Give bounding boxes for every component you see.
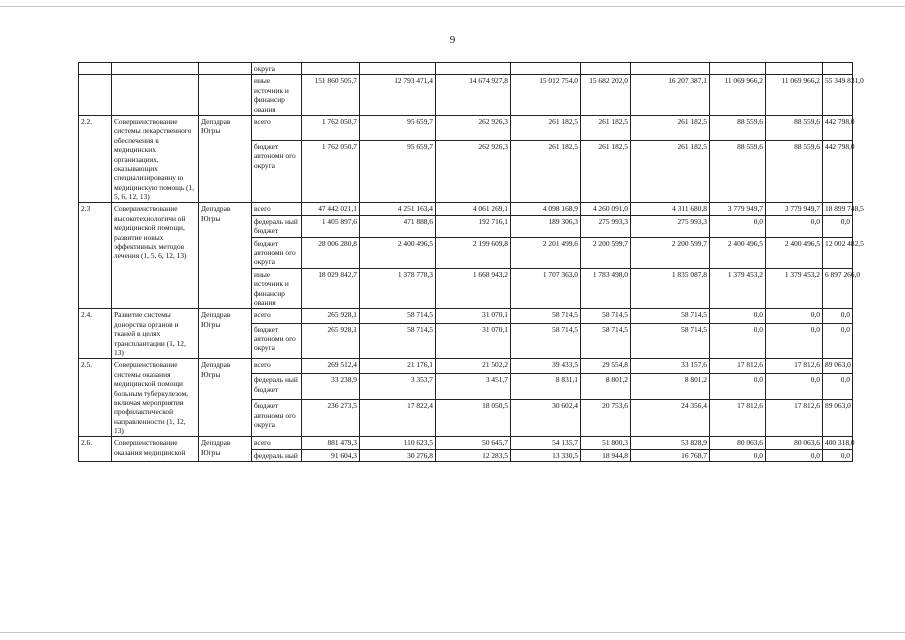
value-cell: 0,0 xyxy=(823,323,853,359)
cell-empty xyxy=(199,75,252,116)
value-cell: 17 822,4 xyxy=(360,400,436,437)
measure-name-cell: Совершенствование оказания медицинской xyxy=(112,437,199,462)
value-cell: 2 400 496,5 xyxy=(766,237,823,268)
value-cell: 95 659,7 xyxy=(360,115,436,140)
value-cell: 4 098 168,9 xyxy=(511,203,581,215)
source-cell: федераль ный xyxy=(252,449,302,461)
value-cell: 21 176,1 xyxy=(360,359,436,374)
measure-name-cell: Совершенствование системы лекарственного обеспечения в медицинских организациях, оказывающих специализированну ю медицинскую помощь (1, 5, 6, 12, 13) xyxy=(112,115,199,203)
value-cell: 8 801,2 xyxy=(581,374,631,400)
value-cell: 12 283,5 xyxy=(436,449,511,461)
value-cell: 0,0 xyxy=(710,323,766,359)
value-cell: 236 273,5 xyxy=(302,400,360,437)
source-cell: федераль ный бюджет xyxy=(252,374,302,400)
value-cell: 151 860 505,7 xyxy=(302,75,360,116)
source-cell: всего xyxy=(252,203,302,215)
value-cell: 20 753,6 xyxy=(581,400,631,437)
value-cell: 58 714,5 xyxy=(581,323,631,359)
executor-cell: Депздрав Югры xyxy=(199,437,252,462)
measure-name-cell: Развитие системы донорства органов и тканей в целях трансплантации (1, 12, 13) xyxy=(112,309,199,359)
value-cell: 442 798,0 xyxy=(823,115,853,140)
value-cell: 58 714,5 xyxy=(511,309,581,323)
value-cell: 29 554,8 xyxy=(581,359,631,374)
value-cell: 2 400 496,5 xyxy=(710,237,766,268)
value-cell: 88 559,6 xyxy=(766,115,823,140)
value-cell: 0,0 xyxy=(766,449,823,461)
value-cell: 0,0 xyxy=(823,309,853,323)
measure-name-cell: Совершенствование системы оказания медицинской помощи больным туберкулезом, включая мероприятия профилактической направленности (1, 12, 13) xyxy=(112,359,199,437)
value-cell: 13 330,5 xyxy=(511,449,581,461)
value-cell: 12 793 471,4 xyxy=(360,75,436,116)
value-cell: 1 835 087,8 xyxy=(631,268,710,309)
value-cell: 3 353,7 xyxy=(360,374,436,400)
value-cell: 4 251 163,4 xyxy=(360,203,436,215)
value-cell: 17 812,6 xyxy=(766,400,823,437)
value-cell: 4 260 091,0 xyxy=(581,203,631,215)
value-cell: 17 812,6 xyxy=(710,359,766,374)
value-cell: 58 714,5 xyxy=(631,309,710,323)
scan-edge-bottom xyxy=(0,632,905,633)
value-cell: 39 433,5 xyxy=(511,359,581,374)
value-cell: 33 157,6 xyxy=(631,359,710,374)
value-cell: 0,0 xyxy=(710,374,766,400)
value-cell: 58 714,5 xyxy=(360,323,436,359)
value-cell: 4 311 680,8 xyxy=(631,203,710,215)
value-cell: 2 400 496,5 xyxy=(360,237,436,268)
source-cell: всего xyxy=(252,437,302,449)
cell-empty xyxy=(199,63,252,75)
cell-empty xyxy=(766,63,823,75)
value-cell: 28 006 280,8 xyxy=(302,237,360,268)
table-row xyxy=(79,203,853,215)
value-cell: 265 928,1 xyxy=(302,323,360,359)
value-cell: 15 012 754,0 xyxy=(511,75,581,116)
value-cell: 0,0 xyxy=(766,323,823,359)
value-cell: 58 714,5 xyxy=(581,309,631,323)
value-cell: 17 812,6 xyxy=(766,359,823,374)
value-cell: 6 897 266,0 xyxy=(823,268,853,309)
value-cell: 50 645,7 xyxy=(436,437,511,449)
value-cell: 3 779 949,7 xyxy=(710,203,766,215)
value-cell: 1 783 498,0 xyxy=(581,268,631,309)
source-cell: бюджет автономн ого округа xyxy=(252,400,302,437)
value-cell: 262 926,3 xyxy=(436,140,511,203)
value-cell: 24 356,4 xyxy=(631,400,710,437)
value-cell: 192 716,1 xyxy=(436,215,511,237)
value-cell: 14 674 927,8 xyxy=(436,75,511,116)
value-cell: 3 779 949,7 xyxy=(766,203,823,215)
value-cell: 11 069 966,2 xyxy=(710,75,766,116)
value-cell: 51 800,3 xyxy=(581,437,631,449)
value-cell: 89 063,0 xyxy=(823,400,853,437)
value-cell: 18 050,5 xyxy=(436,400,511,437)
value-cell: 30 602,4 xyxy=(511,400,581,437)
table-row xyxy=(79,359,853,374)
value-cell: 17 812,6 xyxy=(710,400,766,437)
cell-empty xyxy=(631,63,710,75)
value-cell: 54 135,7 xyxy=(511,437,581,449)
value-cell: 55 349 831,0 xyxy=(823,75,853,116)
source-cell: всего xyxy=(252,309,302,323)
value-cell: 58 714,5 xyxy=(511,323,581,359)
value-cell: 1 379 453,2 xyxy=(766,268,823,309)
value-cell: 261 182,5 xyxy=(631,115,710,140)
value-cell: 12 002 482,5 xyxy=(823,237,853,268)
value-cell: 471 888,6 xyxy=(360,215,436,237)
value-cell: 1 707 363,0 xyxy=(511,268,581,309)
value-cell: 16 207 387,1 xyxy=(631,75,710,116)
value-cell: 2 200 599,7 xyxy=(581,237,631,268)
cell-empty xyxy=(79,63,112,75)
value-cell: 58 714,5 xyxy=(360,309,436,323)
value-cell: 261 182,5 xyxy=(581,115,631,140)
value-cell: 0,0 xyxy=(766,215,823,237)
value-cell: 0,0 xyxy=(710,215,766,237)
value-cell: 1 668 943,2 xyxy=(436,268,511,309)
value-cell: 0,0 xyxy=(823,449,853,461)
value-cell: 89 063,0 xyxy=(823,359,853,374)
value-cell: 261 182,5 xyxy=(511,140,581,203)
cell-empty xyxy=(710,63,766,75)
value-cell: 53 828,9 xyxy=(631,437,710,449)
executor-cell: Депздрав Югры xyxy=(199,203,252,309)
cell-empty xyxy=(112,75,199,116)
value-cell: 91 604,3 xyxy=(302,449,360,461)
value-cell: 0,0 xyxy=(823,374,853,400)
value-cell: 33 238,9 xyxy=(302,374,360,400)
value-cell: 1 379 453,2 xyxy=(710,268,766,309)
value-cell: 18 899 748,5 xyxy=(823,203,853,215)
value-cell: 8 831,1 xyxy=(511,374,581,400)
table-row xyxy=(79,309,853,323)
budget-table xyxy=(78,62,864,462)
value-cell: 80 063,6 xyxy=(766,437,823,449)
cell-empty xyxy=(360,63,436,75)
value-cell: 2 199 609,8 xyxy=(436,237,511,268)
source-cell: бюджет автономн ого округа xyxy=(252,323,302,359)
cell-empty xyxy=(511,63,581,75)
value-cell: 15 682 202,0 xyxy=(581,75,631,116)
value-cell: 261 182,5 xyxy=(631,140,710,203)
value-cell: 80 063,6 xyxy=(710,437,766,449)
value-cell: 3 451,7 xyxy=(436,374,511,400)
item-number-cell: 2.4. xyxy=(79,309,112,359)
source-cell: бюджет автономн ого округа xyxy=(252,140,302,203)
value-cell: 88 559,6 xyxy=(710,140,766,203)
source-cell: округа xyxy=(252,63,302,75)
value-cell: 18 944,8 xyxy=(581,449,631,461)
value-cell: 1 378 778,3 xyxy=(360,268,436,309)
value-cell: 275 993,3 xyxy=(631,215,710,237)
value-cell: 11 069 966,2 xyxy=(766,75,823,116)
value-cell: 1 762 050,7 xyxy=(302,140,360,203)
source-cell: иные источник и финансир ования xyxy=(252,268,302,309)
value-cell: 0,0 xyxy=(766,374,823,400)
value-cell: 261 182,5 xyxy=(511,115,581,140)
item-number-cell: 2.6. xyxy=(79,437,112,462)
page-number: 9 xyxy=(449,34,456,46)
value-cell: 31 070,1 xyxy=(436,309,511,323)
value-cell: 1 762 050,7 xyxy=(302,115,360,140)
value-cell: 18 029 842,7 xyxy=(302,268,360,309)
source-cell: всего xyxy=(252,115,302,140)
value-cell: 88 559,6 xyxy=(766,140,823,203)
value-cell: 16 768,7 xyxy=(631,449,710,461)
cell-empty xyxy=(112,63,199,75)
value-cell: 442 798,0 xyxy=(823,140,853,203)
cell-empty xyxy=(436,63,511,75)
source-cell: всего xyxy=(252,359,302,374)
cell-empty xyxy=(79,75,112,116)
value-cell: 0,0 xyxy=(710,449,766,461)
source-cell: бюджет автономн ого округа xyxy=(252,237,302,268)
value-cell: 400 318,0 xyxy=(823,437,853,449)
item-number-cell: 2.3 xyxy=(79,203,112,309)
table-row xyxy=(79,63,853,75)
value-cell: 8 801,2 xyxy=(631,374,710,400)
value-cell: 275 993,3 xyxy=(581,215,631,237)
value-cell: 1 405 897,6 xyxy=(302,215,360,237)
value-cell: 2 200 599,7 xyxy=(631,237,710,268)
value-cell: 2 201 499,6 xyxy=(511,237,581,268)
table-row xyxy=(79,115,853,140)
value-cell: 88 559,6 xyxy=(710,115,766,140)
item-number-cell: 2.2. xyxy=(79,115,112,203)
value-cell: 881 479,3 xyxy=(302,437,360,449)
value-cell: 0,0 xyxy=(766,309,823,323)
value-cell: 4 061 269,1 xyxy=(436,203,511,215)
table-row xyxy=(79,75,853,116)
value-cell: 31 070,1 xyxy=(436,323,511,359)
value-cell: 21 502,2 xyxy=(436,359,511,374)
value-cell: 110 623,5 xyxy=(360,437,436,449)
cell-empty xyxy=(581,63,631,75)
cell-empty xyxy=(302,63,360,75)
table-body xyxy=(79,63,864,462)
value-cell: 95 659,7 xyxy=(360,140,436,203)
table-row xyxy=(79,437,853,449)
value-cell: 0,0 xyxy=(823,215,853,237)
value-cell: 30 276,8 xyxy=(360,449,436,461)
value-cell: 0,0 xyxy=(710,309,766,323)
scan-edge-top xyxy=(0,6,905,7)
value-cell: 265 928,1 xyxy=(302,309,360,323)
item-number-cell: 2.5. xyxy=(79,359,112,437)
executor-cell: Депздрав Югры xyxy=(199,115,252,203)
source-cell: иные источник и финансир ования xyxy=(252,75,302,116)
value-cell: 47 442 021,1 xyxy=(302,203,360,215)
executor-cell: Депздрав Югры xyxy=(199,359,252,437)
value-cell: 58 714,5 xyxy=(631,323,710,359)
value-cell: 189 306,3 xyxy=(511,215,581,237)
value-cell: 269 512,4 xyxy=(302,359,360,374)
source-cell: федераль ный бюджет xyxy=(252,215,302,237)
value-cell: 262 926,3 xyxy=(436,115,511,140)
measure-name-cell: Совершенствование высокотехнологичн ой медицинской помощи, развитие новых эффективных методов лечения (1, 5, 6, 12, 13) xyxy=(112,203,199,309)
cell-empty xyxy=(823,63,853,75)
value-cell: 261 182,5 xyxy=(581,140,631,203)
executor-cell: Депздрав Югры xyxy=(199,309,252,359)
